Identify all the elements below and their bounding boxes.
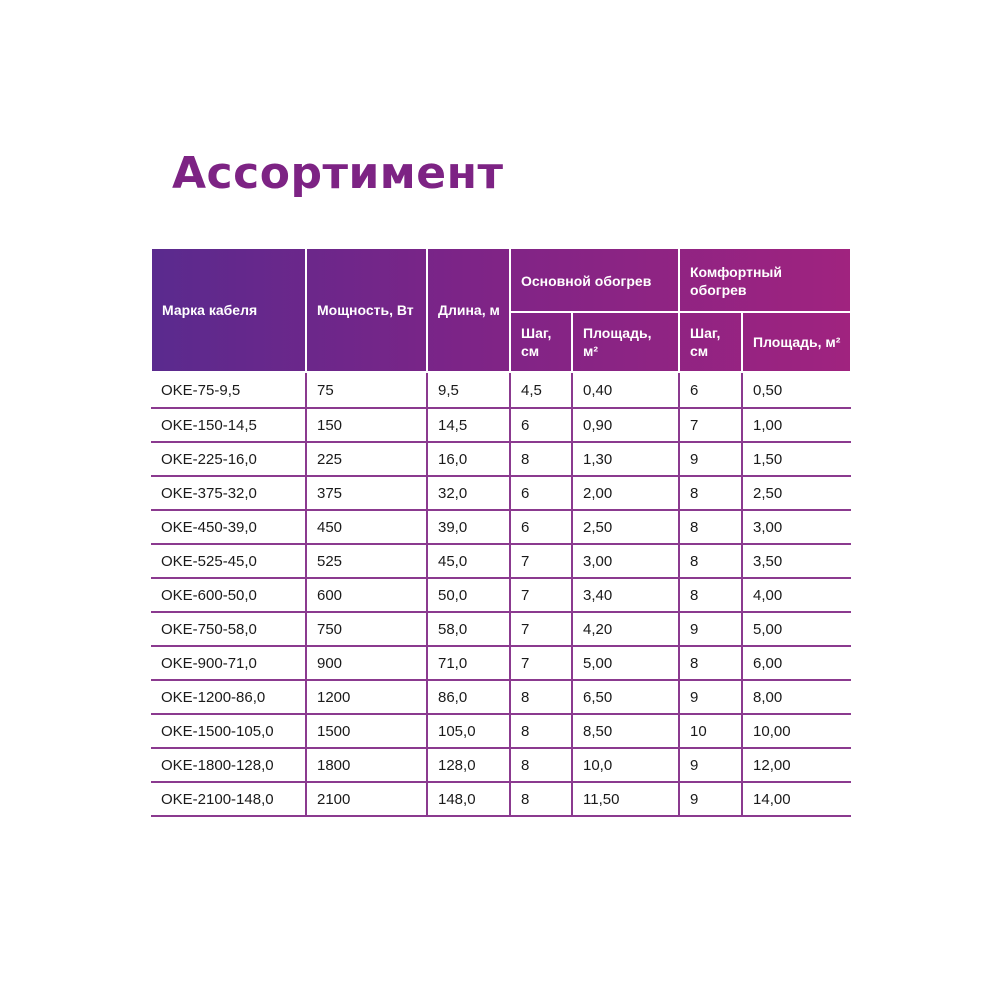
cell-main-area: 2,50 bbox=[572, 510, 679, 544]
cell-power: 375 bbox=[306, 476, 427, 510]
cell-brand: OKE-375-32,0 bbox=[151, 476, 306, 510]
cell-power: 75 bbox=[306, 372, 427, 408]
cell-comfort-area: 14,00 bbox=[742, 782, 851, 816]
table-row bbox=[151, 680, 851, 714]
cell-comfort-area: 2,50 bbox=[742, 476, 851, 510]
cell-main-area: 3,00 bbox=[572, 544, 679, 578]
cell-length: 58,0 bbox=[427, 612, 510, 646]
table-row bbox=[151, 544, 851, 578]
cell-main-step: 6 bbox=[510, 476, 572, 510]
cell-comfort-step: 7 bbox=[679, 408, 742, 442]
cell-comfort-area: 12,00 bbox=[742, 748, 851, 782]
cell-comfort-step: 8 bbox=[679, 544, 742, 578]
cell-comfort-step: 8 bbox=[679, 646, 742, 680]
cell-comfort-step: 9 bbox=[679, 680, 742, 714]
assortment-table bbox=[150, 247, 852, 817]
cell-main-step: 7 bbox=[510, 646, 572, 680]
cell-main-area: 8,50 bbox=[572, 714, 679, 748]
cell-main-area: 1,30 bbox=[572, 442, 679, 476]
cell-brand: OKE-2100-148,0 bbox=[151, 782, 306, 816]
cell-length: 32,0 bbox=[427, 476, 510, 510]
page-title: Ассортимент bbox=[172, 148, 504, 199]
table-row bbox=[151, 442, 851, 476]
cell-main-area: 0,40 bbox=[572, 372, 679, 408]
cell-length: 14,5 bbox=[427, 408, 510, 442]
cell-comfort-area: 4,00 bbox=[742, 578, 851, 612]
cell-power: 150 bbox=[306, 408, 427, 442]
header-comfort-area: Площадь, м² bbox=[742, 312, 851, 372]
header-comfort-step: Шаг, см bbox=[679, 312, 742, 372]
cell-brand: OKE-1500-105,0 bbox=[151, 714, 306, 748]
cell-comfort-area: 10,00 bbox=[742, 714, 851, 748]
cell-main-step: 4,5 bbox=[510, 372, 572, 408]
cell-brand: OKE-1200-86,0 bbox=[151, 680, 306, 714]
cell-power: 1500 bbox=[306, 714, 427, 748]
table-row bbox=[151, 782, 851, 816]
cell-main-step: 6 bbox=[510, 510, 572, 544]
cell-main-area: 5,00 bbox=[572, 646, 679, 680]
table-row bbox=[151, 714, 851, 748]
cell-length: 71,0 bbox=[427, 646, 510, 680]
cell-main-area: 6,50 bbox=[572, 680, 679, 714]
cell-brand: OKE-900-71,0 bbox=[151, 646, 306, 680]
cell-comfort-area: 3,00 bbox=[742, 510, 851, 544]
cell-main-step: 6 bbox=[510, 408, 572, 442]
table-row bbox=[151, 578, 851, 612]
cell-power: 225 bbox=[306, 442, 427, 476]
cell-comfort-area: 1,50 bbox=[742, 442, 851, 476]
cell-length: 148,0 bbox=[427, 782, 510, 816]
cell-comfort-area: 3,50 bbox=[742, 544, 851, 578]
cell-length: 39,0 bbox=[427, 510, 510, 544]
cell-comfort-area: 0,50 bbox=[742, 372, 851, 408]
cell-main-step: 7 bbox=[510, 612, 572, 646]
cell-length: 50,0 bbox=[427, 578, 510, 612]
cell-comfort-step: 9 bbox=[679, 612, 742, 646]
header-main-heating: Основной обогрев bbox=[510, 248, 679, 312]
table-row bbox=[151, 476, 851, 510]
cell-comfort-step: 6 bbox=[679, 372, 742, 408]
cell-brand: OKE-600-50,0 bbox=[151, 578, 306, 612]
cell-main-area: 10,0 bbox=[572, 748, 679, 782]
header-comfort-heating: Комфортный обогрев bbox=[679, 248, 851, 312]
cell-brand: OKE-450-39,0 bbox=[151, 510, 306, 544]
cell-power: 525 bbox=[306, 544, 427, 578]
cell-main-area: 4,20 bbox=[572, 612, 679, 646]
table-header bbox=[151, 248, 851, 372]
cell-brand: OKE-75-9,5 bbox=[151, 372, 306, 408]
cell-power: 1200 bbox=[306, 680, 427, 714]
header-main-step: Шаг, см bbox=[510, 312, 572, 372]
cell-main-area: 3,40 bbox=[572, 578, 679, 612]
cell-main-step: 7 bbox=[510, 544, 572, 578]
cell-main-step: 8 bbox=[510, 782, 572, 816]
cell-length: 128,0 bbox=[427, 748, 510, 782]
table-row bbox=[151, 510, 851, 544]
header-length: Длина, м bbox=[427, 248, 510, 372]
table-row bbox=[151, 612, 851, 646]
cell-comfort-step: 9 bbox=[679, 782, 742, 816]
table-body bbox=[151, 372, 851, 816]
cell-comfort-step: 8 bbox=[679, 578, 742, 612]
cell-main-step: 8 bbox=[510, 714, 572, 748]
cell-power: 450 bbox=[306, 510, 427, 544]
cell-main-step: 8 bbox=[510, 442, 572, 476]
header-main-area: Площадь, м² bbox=[572, 312, 679, 372]
cell-length: 45,0 bbox=[427, 544, 510, 578]
cell-power: 900 bbox=[306, 646, 427, 680]
header-brand: Марка кабеля bbox=[151, 248, 306, 372]
cell-power: 600 bbox=[306, 578, 427, 612]
cell-length: 16,0 bbox=[427, 442, 510, 476]
cell-comfort-step: 9 bbox=[679, 748, 742, 782]
cell-main-step: 7 bbox=[510, 578, 572, 612]
cell-comfort-area: 1,00 bbox=[742, 408, 851, 442]
cell-power: 2100 bbox=[306, 782, 427, 816]
cell-brand: OKE-1800-128,0 bbox=[151, 748, 306, 782]
cell-power: 750 bbox=[306, 612, 427, 646]
cell-brand: OKE-750-58,0 bbox=[151, 612, 306, 646]
table-row bbox=[151, 372, 851, 408]
cell-main-step: 8 bbox=[510, 748, 572, 782]
cell-brand: OKE-225-16,0 bbox=[151, 442, 306, 476]
cell-comfort-area: 5,00 bbox=[742, 612, 851, 646]
cell-length: 86,0 bbox=[427, 680, 510, 714]
cell-comfort-area: 6,00 bbox=[742, 646, 851, 680]
table-row bbox=[151, 646, 851, 680]
cell-main-area: 0,90 bbox=[572, 408, 679, 442]
cell-comfort-area: 8,00 bbox=[742, 680, 851, 714]
cell-brand: OKE-525-45,0 bbox=[151, 544, 306, 578]
cell-length: 105,0 bbox=[427, 714, 510, 748]
cell-comfort-step: 8 bbox=[679, 510, 742, 544]
cell-main-area: 11,50 bbox=[572, 782, 679, 816]
cell-length: 9,5 bbox=[427, 372, 510, 408]
header-power: Мощность, Вт bbox=[306, 248, 427, 372]
cell-comfort-step: 8 bbox=[679, 476, 742, 510]
table-row bbox=[151, 408, 851, 442]
cell-main-step: 8 bbox=[510, 680, 572, 714]
cell-comfort-step: 10 bbox=[679, 714, 742, 748]
cell-comfort-step: 9 bbox=[679, 442, 742, 476]
table-row bbox=[151, 748, 851, 782]
cell-brand: OKE-150-14,5 bbox=[151, 408, 306, 442]
cell-main-area: 2,00 bbox=[572, 476, 679, 510]
cell-power: 1800 bbox=[306, 748, 427, 782]
